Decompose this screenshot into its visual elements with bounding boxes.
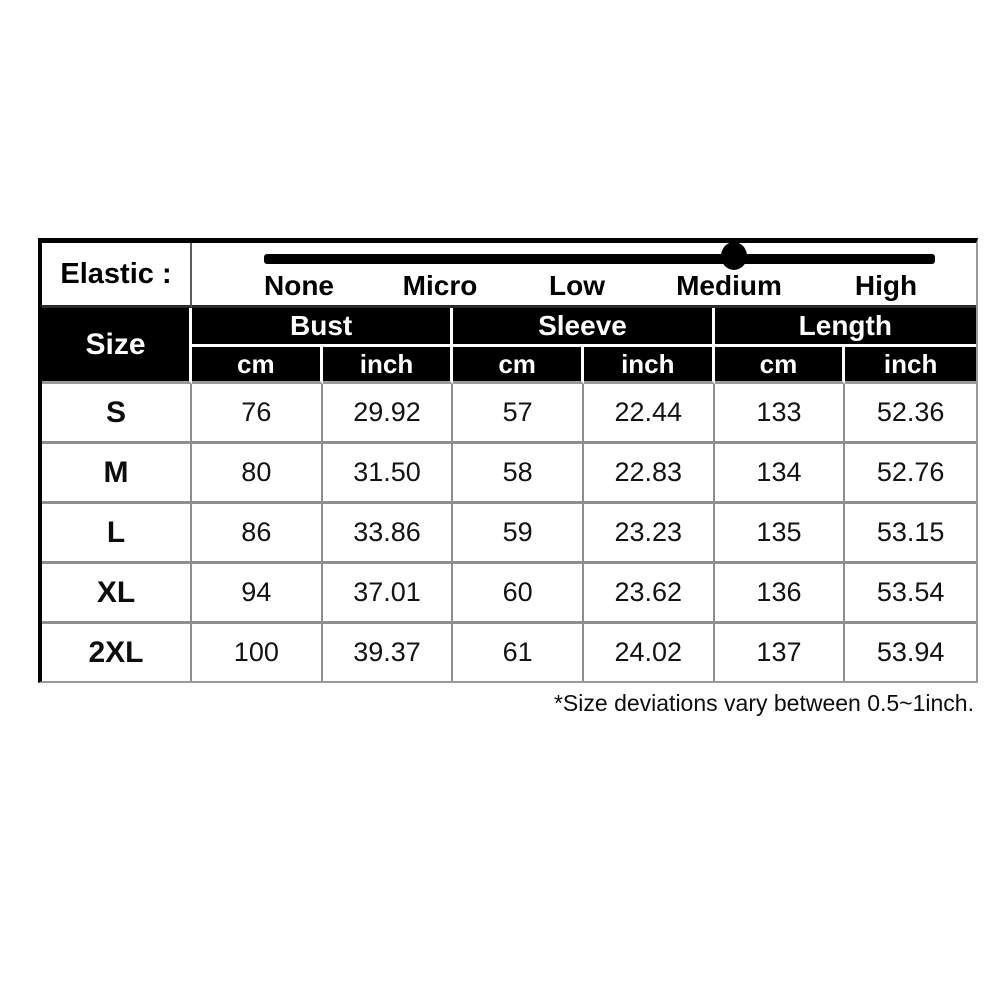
elastic-level-micro: Micro <box>402 270 478 301</box>
bust-inch-header: inch <box>323 347 454 384</box>
value-cell: 59 <box>453 504 584 564</box>
length-cm-header: cm <box>715 347 846 384</box>
value-cell: 58 <box>453 444 584 504</box>
slider-track <box>264 254 935 264</box>
value-cell: 52.76 <box>845 444 976 504</box>
size-cell: S <box>42 384 192 444</box>
size-deviation-footnote: *Size deviations vary between 0.5~1inch. <box>553 690 974 716</box>
value-cell: 23.23 <box>584 504 715 564</box>
value-cell: 80 <box>192 444 323 504</box>
elastic-level-high: High <box>854 270 918 301</box>
sleeve-header: Sleeve <box>453 308 714 347</box>
elastic-label: Elastic : <box>42 243 192 308</box>
table-row-xl <box>42 564 976 624</box>
value-cell: 53.54 <box>845 564 976 624</box>
value-cell: 53.15 <box>845 504 976 564</box>
size-column-header: Size <box>42 308 192 384</box>
sleeve-cm-header: cm <box>453 347 584 384</box>
elastic-level-none: None <box>264 270 334 301</box>
size-cell: M <box>42 444 192 504</box>
length-header: Length <box>715 308 976 347</box>
size-chart-table <box>38 238 978 683</box>
table-row-l <box>42 504 976 564</box>
value-cell: 37.01 <box>323 564 454 624</box>
value-cell: 53.94 <box>845 624 976 681</box>
value-cell: 100 <box>192 624 323 681</box>
elastic-scale <box>192 243 976 308</box>
value-cell: 60 <box>453 564 584 624</box>
value-cell: 137 <box>715 624 846 681</box>
sleeve-inch-header: inch <box>584 347 715 384</box>
value-cell: 86 <box>192 504 323 564</box>
elastic-level-low: Low <box>549 270 605 301</box>
value-cell: 76 <box>192 384 323 444</box>
table-row-m <box>42 444 976 504</box>
table-row-s <box>42 384 976 444</box>
elastic-level-medium: Medium <box>676 270 782 301</box>
value-cell: 23.62 <box>584 564 715 624</box>
bust-header: Bust <box>192 308 453 347</box>
table-row-2xl <box>42 624 976 681</box>
group-header-row <box>42 308 976 347</box>
size-cell: XL <box>42 564 192 624</box>
value-cell: 22.44 <box>584 384 715 444</box>
value-cell: 133 <box>715 384 846 444</box>
value-cell: 134 <box>715 444 846 504</box>
size-cell: 2XL <box>42 624 192 681</box>
bust-cm-header: cm <box>192 347 323 384</box>
value-cell: 136 <box>715 564 846 624</box>
slider-knob <box>721 242 747 270</box>
value-cell: 33.86 <box>323 504 454 564</box>
size-cell: L <box>42 504 192 564</box>
value-cell: 135 <box>715 504 846 564</box>
value-cell: 39.37 <box>323 624 454 681</box>
value-cell: 22.83 <box>584 444 715 504</box>
value-cell: 52.36 <box>845 384 976 444</box>
value-cell: 29.92 <box>323 384 454 444</box>
value-cell: 61 <box>453 624 584 681</box>
length-inch-header: inch <box>845 347 976 384</box>
value-cell: 57 <box>453 384 584 444</box>
value-cell: 31.50 <box>323 444 454 504</box>
value-cell: 94 <box>192 564 323 624</box>
value-cell: 24.02 <box>584 624 715 681</box>
elastic-row <box>42 243 976 308</box>
